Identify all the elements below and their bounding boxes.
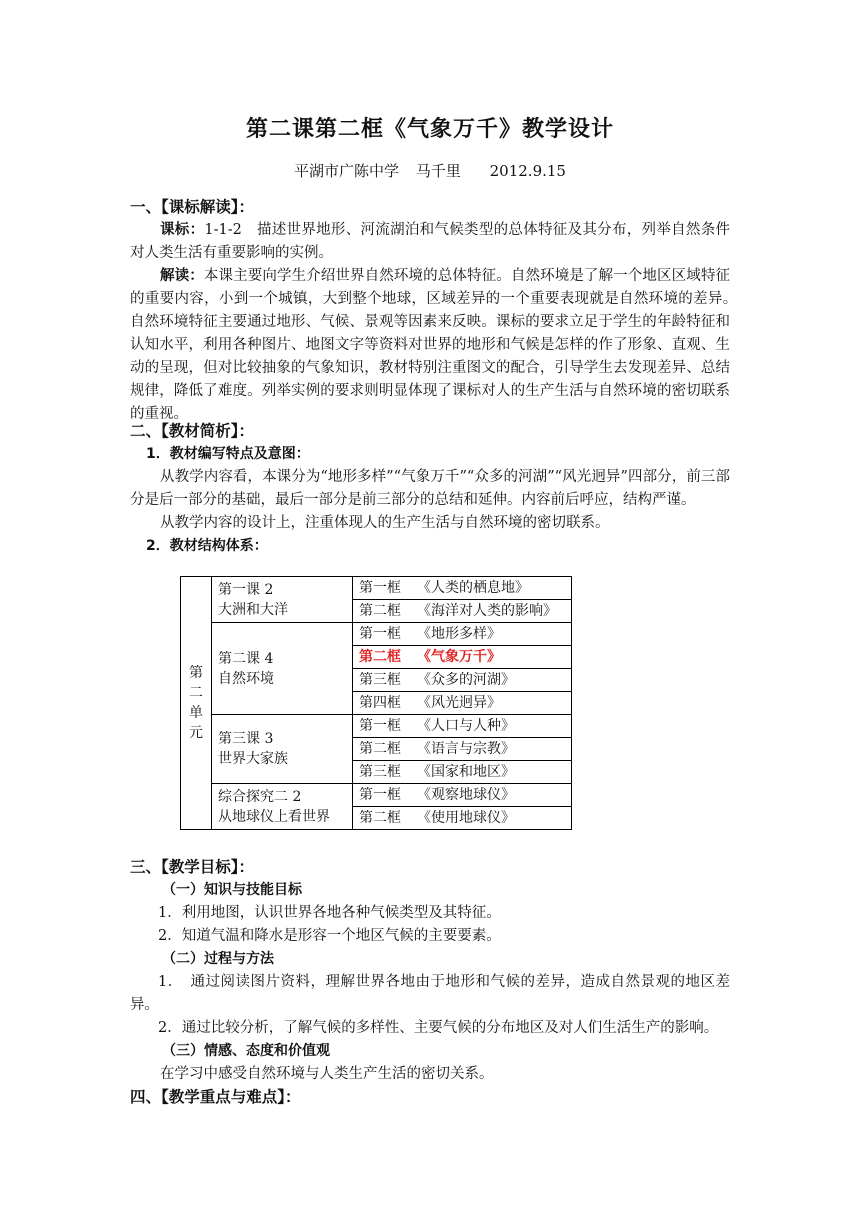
frame-cell xyxy=(353,577,572,600)
list-item: 2．知道气温和降水是形容一个地区气候的主要要素。 xyxy=(158,928,501,944)
lesson-subtitle: 大洲和大洋 xyxy=(218,601,288,618)
unit-char: 单 xyxy=(189,705,203,721)
frame-cell xyxy=(353,646,572,669)
author-school: 平湖市广陈中学 xyxy=(294,162,400,180)
subheading: （二）过程与方法 xyxy=(162,951,274,967)
author-name: 马千里 xyxy=(415,162,461,180)
frame-number: 第一框 xyxy=(359,580,401,596)
lesson-title: 第三课 3 xyxy=(218,731,274,747)
lesson-cell xyxy=(212,577,353,623)
frame-name: 《地形多样》 xyxy=(417,626,501,642)
table-row xyxy=(181,784,572,807)
section-heading: 一、【课标解读】： xyxy=(130,198,255,216)
subheading: （三）情感、态度和价值观 xyxy=(162,1043,330,1059)
paragraph: 在学习中感受自然环境与人类生产生活的密切关系。 xyxy=(160,1066,494,1082)
frame-name: 《人口与人种》 xyxy=(417,718,515,734)
frame-name: 《海洋对人类的影响》 xyxy=(417,603,557,619)
lesson-subtitle: 自然环境 xyxy=(218,670,274,687)
unit-char: 二 xyxy=(189,685,203,701)
subheading: 1．教材编写特点及意图： xyxy=(146,446,310,462)
label-jiedu: 解读： xyxy=(160,268,204,284)
unit-char: 元 xyxy=(189,725,203,741)
frame-name: 《人类的栖息地》 xyxy=(417,580,529,596)
text-biaozhun: 1-1-2 描述世界地形、河流湖泊和气候类型的总体特征及其分布，列举自然条件对人类生活有重要影响的实例。 xyxy=(130,222,731,261)
lesson-title: 第一课 2 xyxy=(218,581,274,598)
frame-number: 第二框 xyxy=(359,603,401,619)
frame-number: 第四框 xyxy=(359,695,401,711)
section-curriculum xyxy=(130,196,759,426)
frame-name: 《使用地球仪》 xyxy=(417,810,515,826)
list-item: 2．通过比较分析，了解气候的多样性、主要气候的分布地区及对人们生活生产的影响。 xyxy=(158,1020,719,1036)
frame-name: 《语言与宗教》 xyxy=(417,741,515,757)
section-heading: 二、【教材简析】： xyxy=(130,422,255,440)
lesson-cell xyxy=(212,623,353,715)
section-objectives xyxy=(130,856,730,1109)
frame-name: 《风光迥异》 xyxy=(417,695,501,711)
frame-number: 第二框 xyxy=(359,649,401,665)
lesson-cell xyxy=(212,715,353,784)
frame-cell xyxy=(353,761,572,784)
subheading: （一）知识与技能目标 xyxy=(162,882,302,898)
frame-cell xyxy=(353,807,572,830)
table-row xyxy=(181,577,572,600)
frame-number: 第一框 xyxy=(359,626,401,642)
text-jiedu: 本课主要向学生介绍世界自然环境的总体特征。自然环境是了解一个地区区域特征的重要内容，小到一个城镇，大到整个地球，区域差异的一个重要表现就是自然环境的差异。 自然环境特征主要通过地形、气候、景观等因素来反映。课标的要求立足于学生的年龄特征和认知水平，利用各种图片、地图文字等资料对世界的地形和气候是怎样的作了形象、直观、生动的呈现，但对比较抽象的气象知识，教材特别注重图文的配合，引导学生去发现差异、总结规律，降低了难度。列举实例的要求则明显体现了课标对人的生产生活与自然环境的密切联系的重视。 xyxy=(130,268,759,422)
textbook-structure-table xyxy=(180,576,572,830)
frame-name: 《国家和地区》 xyxy=(417,764,515,780)
paragraph-jiedu xyxy=(130,265,759,426)
frame-cell xyxy=(353,784,572,807)
frame-number: 第二框 xyxy=(359,810,401,826)
list-item: 1．利用地图，认识世界各地各种气候类型及其特征。 xyxy=(158,905,501,921)
section-textbook xyxy=(130,420,730,558)
unit-cell xyxy=(181,577,212,830)
list-item: 1． 通过阅读图片资料，理解世界各地由于地形和气候的差异，造成自然景观的地区差异。 xyxy=(130,974,730,1013)
frame-name: 《观察地球仪》 xyxy=(417,787,515,803)
page-title: 第二课第二框《气象万千》教学设计 xyxy=(245,117,614,142)
table-row xyxy=(181,623,572,646)
frame-number: 第一框 xyxy=(359,718,401,734)
frame-cell xyxy=(353,669,572,692)
frame-number: 第三框 xyxy=(359,764,401,780)
lesson-cell xyxy=(212,784,353,830)
frame-number: 第一框 xyxy=(359,787,401,803)
frame-name: 《众多的河湖》 xyxy=(417,672,515,688)
lesson-subtitle: 从地球仪上看世界 xyxy=(218,808,330,825)
frame-cell xyxy=(353,623,572,646)
paragraph: 从教学内容的设计上，注重体现人的生产生活与自然环境的密切联系。 xyxy=(160,515,610,531)
frame-cell xyxy=(353,692,572,715)
frame-cell xyxy=(353,738,572,761)
unit-char: 第 xyxy=(189,665,203,681)
author-date: 2012.9.15 xyxy=(489,162,566,180)
subheading: 2．教材结构体系： xyxy=(146,538,268,554)
table-row xyxy=(181,715,572,738)
frame-number: 第三框 xyxy=(359,672,401,688)
section-heading: 三、【教学目标】： xyxy=(130,858,255,876)
frame-name: 《气象万千》 xyxy=(417,649,501,665)
lesson-title: 综合探究二 2 xyxy=(218,788,302,805)
lesson-title: 第二课 4 xyxy=(218,650,274,667)
lesson-subtitle: 世界大家族 xyxy=(218,751,288,767)
frame-cell xyxy=(353,715,572,738)
frame-cell xyxy=(353,600,572,623)
section-heading: 四、【教学重点与难点】： xyxy=(130,1088,301,1106)
frame-number: 第二框 xyxy=(359,741,401,757)
author-line xyxy=(0,160,860,181)
label-biaozhun: 课标： xyxy=(160,222,205,238)
paragraph: 从教学内容看，本课分为“地形多样”“气象万千”“众多的河湖”“风光迥异”四部分，前三部分是后一部分的基础，最后一部分是前三部分的总结和延伸。内容前后呼应，结构严谨。 xyxy=(130,469,730,508)
paragraph-biaozhun xyxy=(130,219,730,265)
